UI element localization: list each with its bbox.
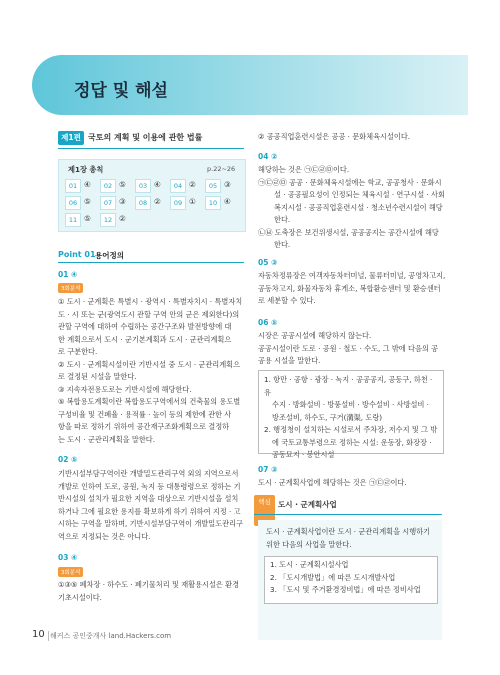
answer-value: ⑤ <box>119 180 126 189</box>
answer-value: ④ <box>154 180 161 189</box>
answer-value: ④ <box>224 197 231 206</box>
answer-number: 10 <box>205 196 221 210</box>
core-content: 도시 · 군계획사업이란 도시 · 군관리계획을 시행하기 위한 다음의 사업을 말한다. <box>266 527 431 549</box>
explanation-q03-cont: ② 공공직업훈련시설은 공공 · 문화체육시설이다. <box>258 132 411 141</box>
answer-value: ③ <box>224 180 231 189</box>
answer-number: 04 <box>170 179 186 193</box>
answer-number: 11 <box>65 213 81 227</box>
divider <box>48 631 49 641</box>
answer-value: ① <box>189 197 196 206</box>
page-number: 10 <box>32 629 45 640</box>
public-facilities-list: 1. 항만 · 공항 · 광장 · 녹지 · 공공공지, 공동구, 하천 · 유 수지 · 방화설비 · 방풍설비 · 방수설비 · 사방설비 · 방조설비, 하수도, 구거(溝渠, 도랑) 2. 행정청이 설치하는 시설로서 주차장, 저수지 및 그 밖 에 국토교통부령으로 정하는 시설: 운동장, 화장장 · 공동묘지 · 봉안시설 <box>264 375 438 459</box>
question-number: 02 ⑤ <box>58 455 78 464</box>
answer-number: 05 <box>205 179 221 193</box>
explanation-q03: ①③⑤ 폐차장 · 하수도 · 폐기물처리 및 재활용시설은 환경 기초시설이다. <box>58 580 240 602</box>
point-title: 용어정의 <box>95 251 124 260</box>
answer-number: 08 <box>135 196 151 210</box>
divider <box>254 514 442 515</box>
answer-number: 06 <box>65 196 81 210</box>
core-title: 도시 · 군계획사업 <box>278 500 337 509</box>
answer-number: 01 <box>65 179 81 193</box>
answer-number: 09 <box>170 196 186 210</box>
answer-value: ③ <box>119 197 126 206</box>
answer-number: 12 <box>100 213 116 227</box>
divider <box>58 148 244 149</box>
answer-box-pages: p.22~26 <box>207 165 236 173</box>
answer-value: ④ <box>84 180 91 189</box>
divider <box>58 262 244 263</box>
answer-box-title: 제1장 총칙 <box>68 165 104 174</box>
explanation-q06: 시장은 공공시설에 해당하지 않는다. 공공시설이란 도로 · 공원 · 철도 · 수도, 그 밖에 다음의 공 공용 시설을 말한다. <box>258 331 439 365</box>
answer-value: ⑤ <box>84 214 91 223</box>
answer-value: ② <box>154 197 161 206</box>
explanation-q02: 기반시설부담구역이란 개발밀도관리구역 외의 지역으로서 개발로 인하여 도로, 공원, 녹지 등 대통령령으로 정하는 기 반시설의 설치가 필요한 지역을 대상으로 기반시설을 설치 하거나 그에 필요한 용지를 확보하게 하기 위하여 지정 · 고 시하는 구역을 말하며, 기반시설부담구역이 개발밀도관리구 역으로 지정되는 것은 아니다. <box>58 469 244 541</box>
chapter-title: 국토의 계획 및 이용에 관한 법률 <box>88 133 203 142</box>
explanation-q01: ① 도시 · 군계획은 특별시 · 광역시 · 특별자치시 · 특별자치 도 · 시 또는 군(광역도시 관할 구역 안의 군은 제외한다)의 관할 구역에 대하여 수립하는 공간구조와 발전방향에 대 한 계획으로서 도시 · 군기본계획과 도시 · 군관리계획으 로 구분한다. ② 도시 · 군계획시설이란 기반시설 중 도시 · 군관리계획으 로 결정된 시설을 말한다. ③ 지속자전용도로는 기반시설에 해당한다. ⑤ 복합용도계획이란 복합용도구역에서의 건축물의 용도별 구성비율 및 건폐율 · 용적률 · 높이 등의 제한에 관한 사 항을 따로 정하기 위하여 공간재구조화계획으로 결정하 는 도시 · 군관리계획을 말한다. <box>58 297 243 444</box>
question-number: 05 ③ <box>258 258 278 267</box>
question-number: 07 ③ <box>258 465 278 474</box>
core-badge: 핵심 <box>254 495 275 526</box>
chapter-badge: 제1편 <box>58 131 84 145</box>
explanation-q07: 도시 · 군계획사업에 해당하는 것은 ㉠㉢㉣이다. <box>258 478 407 487</box>
answer-value: ② <box>189 180 196 189</box>
answer-value: ② <box>119 214 126 223</box>
frequency-tag: 3회분석 <box>58 567 83 577</box>
question-number: 04 ② <box>258 152 278 161</box>
answer-value: ⑤ <box>84 197 91 206</box>
answer-number: 02 <box>100 179 116 193</box>
footer-text: 해커스 공인중개사 land.Hackers.com <box>50 632 172 640</box>
question-number: 06 ⑤ <box>258 318 278 327</box>
question-number: 01 ④ <box>58 270 78 279</box>
explanation-q04: 해당하는 것은 ㉠㉢㉣㉤이다. ㉠㉢㉣㉤ 공공 · 문화체육시설에는 학교, 공공청사 · 문화시 설 · 공공필요성이 인정되는 체육시설 · 연구시설 · 사회 복지시설 · 공공직업훈련시설 · 청소년수련시설이 해당 한다. ㉡㉥ 도축장은 보건위생시설, 공공공지는 공간시설에 해당 한다. <box>258 165 445 249</box>
page-title: 정답 및 해설 <box>74 81 168 101</box>
answer-number: 03 <box>135 179 151 193</box>
core-list: 1. 도시 · 군계획시설사업 2. 「도시개발법」에 따른 도시개발사업 3. 「도시 및 주거환경정비법」에 따른 정비사업 <box>270 560 421 594</box>
question-number: 03 ④ <box>58 553 78 562</box>
answer-number: 07 <box>100 196 116 210</box>
point-label: Point 01 <box>58 250 96 259</box>
frequency-tag: 3회분석 <box>58 283 83 293</box>
explanation-q05: 자동차정류장은 여객자동차터미널, 물류터미널, 공영차고지, 공동차고지, 화물자동차 휴게소, 복합환승센터 및 환승센터 로 세분할 수 있다. <box>258 271 446 305</box>
